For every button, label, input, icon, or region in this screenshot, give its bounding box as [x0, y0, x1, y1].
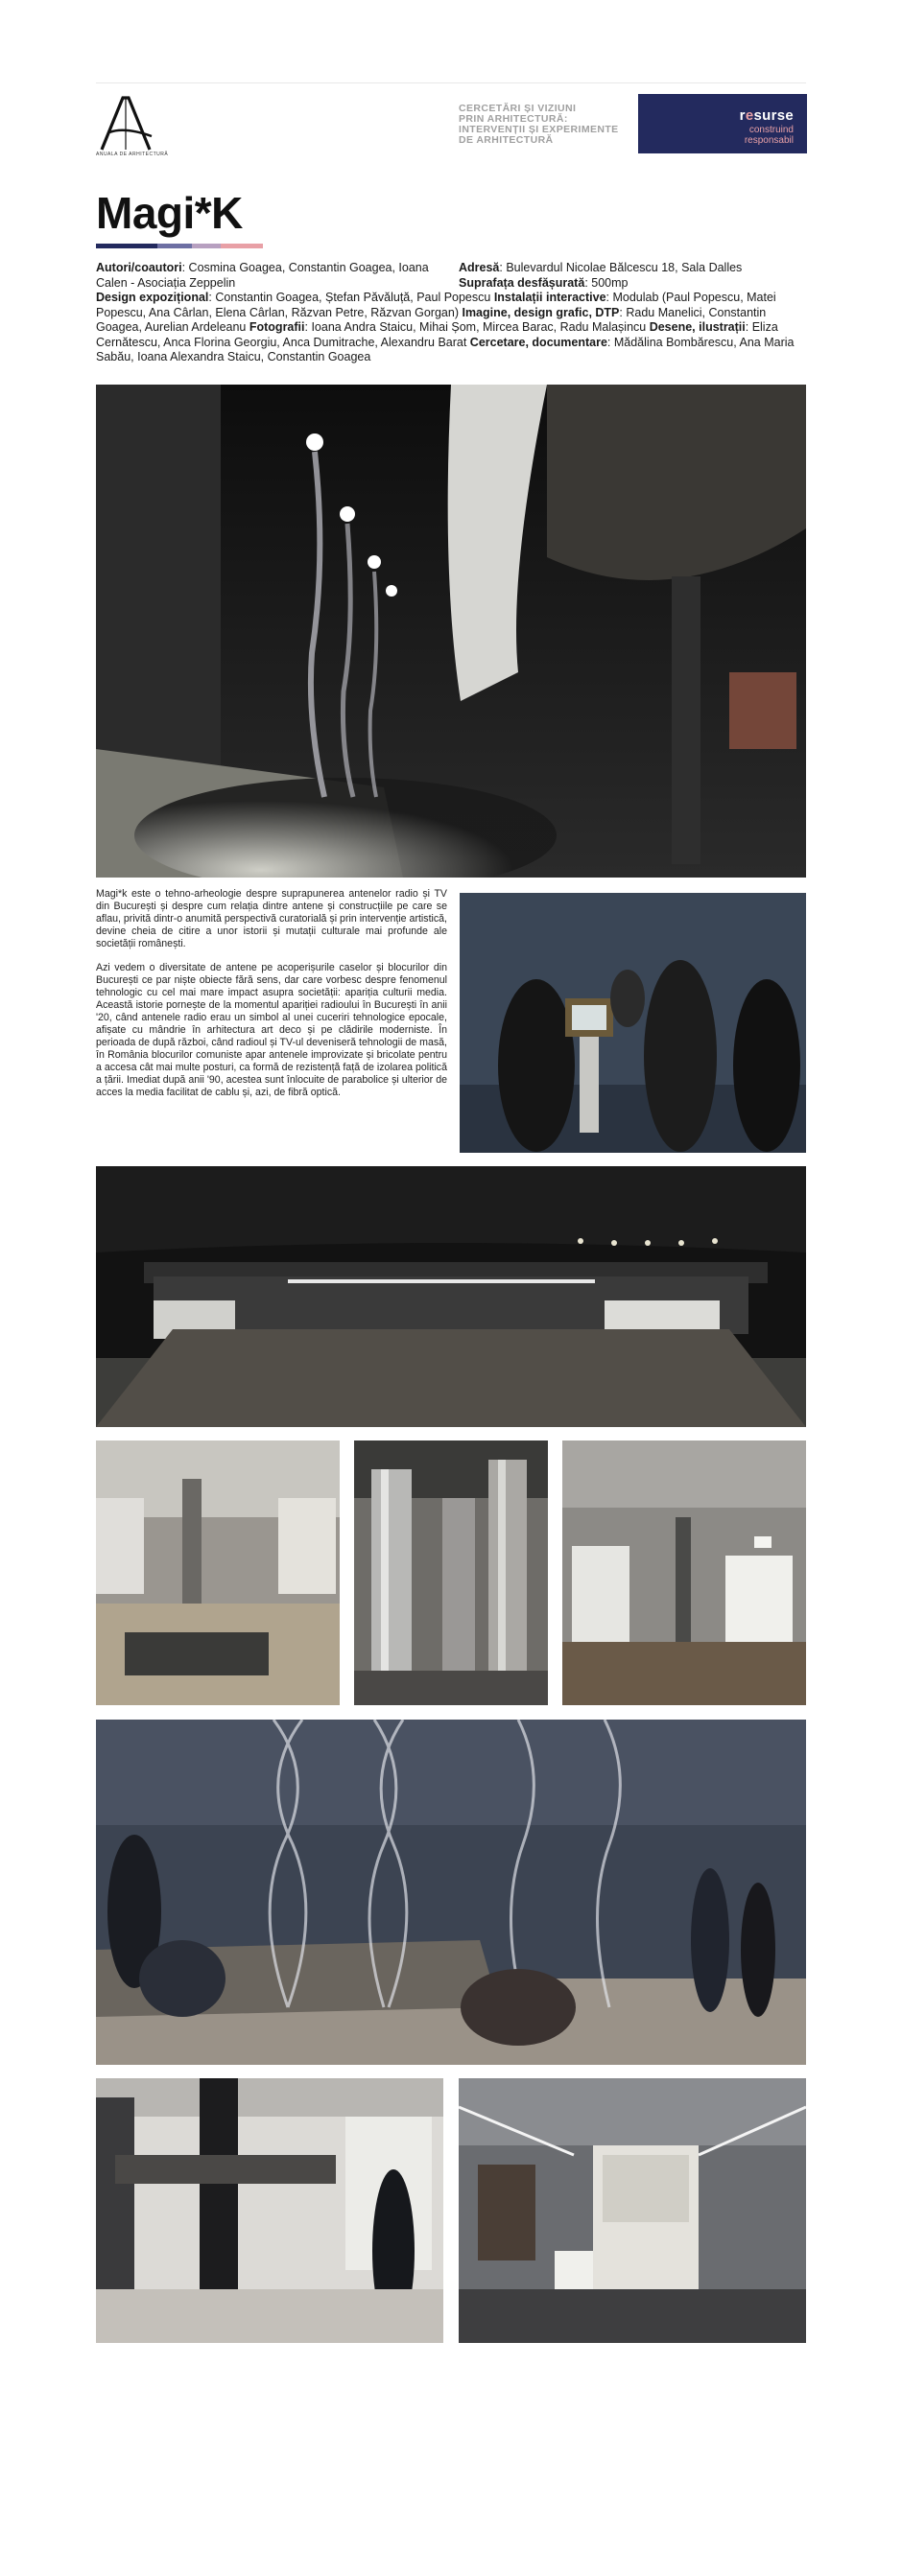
project-description [96, 888, 447, 1111]
resurse-banner[interactable] [638, 94, 807, 153]
tagline-line: DE ARHITECTURĂ [459, 134, 554, 146]
resurse-brand: resurse [739, 107, 794, 124]
photo-visitors-tv [460, 893, 806, 1153]
tagline-line: INTERVENȚII ȘI EXPERIMENTE [459, 124, 619, 135]
photo-crowd-spirals [96, 1720, 806, 2065]
resurse-subtitle: construind responsabil [744, 125, 794, 146]
photo-white-panels [562, 1440, 806, 1705]
credits-location: Adresă: Bulevardul Nicolae Bălcescu 18, Sala Dalles Suprafața desfășurată: 500mp [459, 261, 743, 290]
project-title: Magi*K [96, 188, 243, 238]
logo-a-icon [96, 94, 163, 153]
description-paragraph: Magi*k este o tehno-arheologie despre suprapunerea antenelor radio și TV din București și despre cum relația dintre antene și construcțiile pe care se aflau, privită dintr-o anumită perspectivă curatorială și prin intervenție artistică, devine cheia de citire a unor istorii și mutații culturale mai profunde ale societății românești. [96, 888, 447, 949]
tagline-line: PRIN ARHITECTURĂ: [459, 113, 568, 125]
tagline-line: CERCETĂRI ȘI VIZIUNI [459, 103, 577, 114]
photo-panorama-hall [96, 1166, 806, 1427]
header-divider [96, 82, 806, 83]
photo-visitor-cross [96, 2078, 443, 2343]
photo-columns-hall [96, 1440, 340, 1705]
logo-caption: ANUALA DE ARHITECTURĂ [96, 152, 169, 157]
credits-team: Design expozițional: Constantin Goagea, Ștefan Păvăluță, Paul Popescu Instalații interactive: Modulab (Paul Popescu, Matei Popescu, Ana Cârlan, Elena Cârlan, Răzvan Petre, Răzvan Gorgan) Imagine, design grafic, DTP: Radu Manelici, Constantin Goagea, Aurelian Ardeleanu Fotografii: Ioana Andra Staicu, Mihai Șom, Mircea Barac, Radu Malașincu Desene, ilustrații: Eliza Cernătescu, Anca Florina Georgiu, Anca Dumitrache, Alexandru Barat Cercetare, documentare: Mădălina Bombărescu, Ana Maria Sabău, Ioana Alexandra Staicu, Constantin Goagea [96, 291, 795, 363]
photo-antenna-box [459, 2078, 806, 2343]
photo-metal-pipes [354, 1440, 548, 1705]
photo-hall-light-spirals [96, 385, 806, 878]
section-tagline [459, 104, 636, 146]
description-paragraph: Azi vedem o diversitate de antene pe acoperișurile caselor și blocurilor din București ce par niște obiecte fără sens, dar care vorbesc despre fenomenul tehnologic cu cel mai mare impact asupra societății: apariția culturii media. Această istorie pornește de la momentul apariției radioului în București în anii '20, când antenele radio erau un simbol al unei cuceriri tehnologice epocale, afișate cu mândrie în arhitectura art deco și pe clădirile moderniste. În perioada de după război, când radioul și TV-ul deveniseră tehnologii de masă, în România blocurilor comuniste apar antenele improvizate și bricolate pentru a accesa cât mai multe posturi, ca formă de rezistență față de izolarea politică a țării. Imediat după anii '90, acestea sunt înlocuite de parabolice și ulterior de acces la media facilitat de cablu și, azi, de fibră optică. [96, 962, 447, 1098]
credits-authors: Autori/coautori: Cosmina Goagea, Constantin Goagea, Ioana Calen - Asociația Zeppelin [96, 261, 429, 290]
title-accent-bar [96, 244, 263, 248]
